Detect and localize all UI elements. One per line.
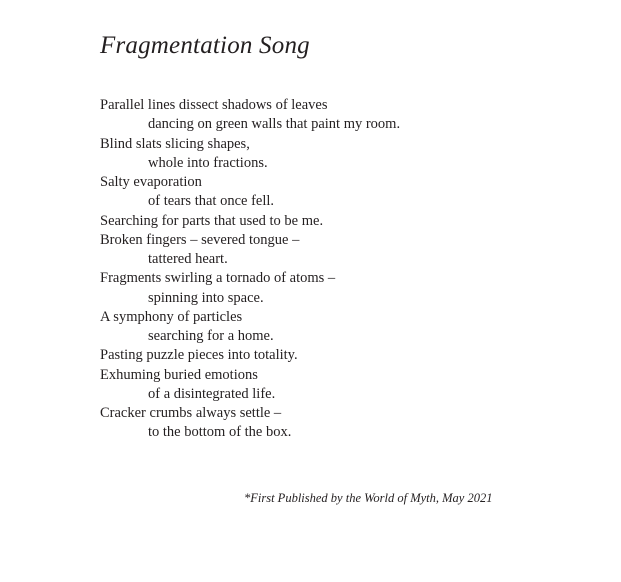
- poem-title: Fragmentation Song: [100, 32, 310, 59]
- poem-line-indented: to the bottom of the box.: [148, 424, 292, 441]
- poem-line-indented: of tears that once fell.: [148, 193, 275, 210]
- poem-line-indented: searching for a home.: [148, 328, 274, 344]
- poem-line: Searching for parts that used to be me.: [100, 212, 324, 229]
- poem-line: Pasting puzzle pieces into totality.: [100, 347, 298, 364]
- poem-line: Parallel lines dissect shadows of leaves: [100, 97, 328, 113]
- poem-line: A symphony of particles: [100, 308, 243, 325]
- poem-line-indented: of a disintegrated life.: [148, 385, 276, 402]
- poem-line: Salty evaporation: [100, 174, 202, 190]
- poem-line: Fragments swirling a tornado of atoms –: [100, 270, 336, 287]
- poem-line-indented: spinning into space.: [148, 289, 264, 306]
- poem-body: [100, 96, 400, 443]
- poem-line: Exhuming buried emotions: [100, 366, 258, 383]
- poem-line-indented: dancing on green walls that paint my room.: [148, 116, 401, 133]
- poem-line: Blind slats slicing shapes,: [100, 135, 250, 152]
- publication-note: *First Published by the World of Myth, May 2021: [244, 491, 493, 505]
- poem-line-indented: whole into fractions.: [148, 154, 268, 171]
- poem-line: Cracker crumbs always settle –: [100, 405, 282, 421]
- poem-line: Broken fingers – severed tongue –: [100, 231, 300, 248]
- poem-line-indented: tattered heart.: [148, 251, 228, 267]
